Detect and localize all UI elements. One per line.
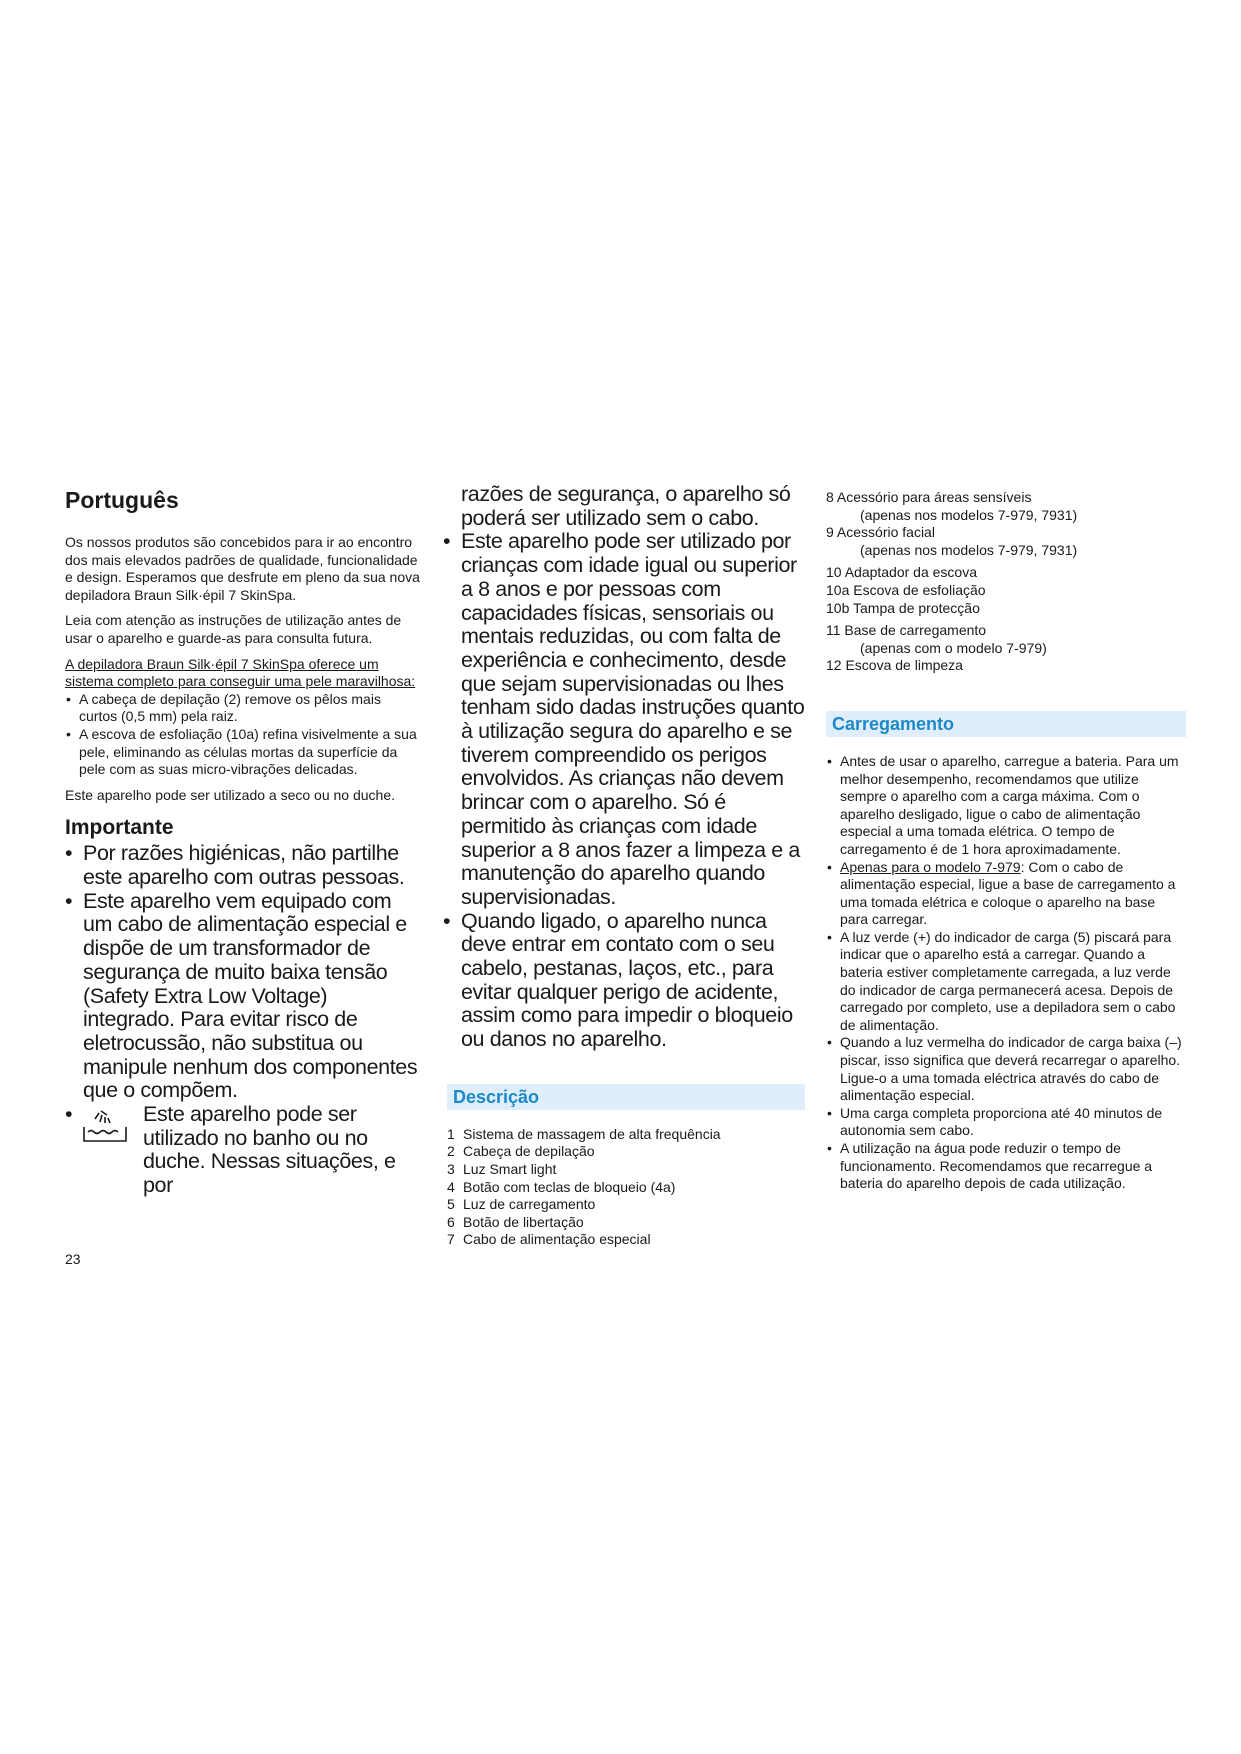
description-heading: Descrição <box>447 1084 805 1110</box>
bath-warning: • Este aparelho pode ser utilizado no banho ou no duche. Nessas situações, e por <box>65 1102 396 1198</box>
list-item: 10b Tampa de protecção <box>826 599 980 616</box>
list-item: 10 Adaptador da escova <box>826 564 978 581</box>
dry-wet-paragraph: Este aparelho pode ser utilizado a seco ou no duche. <box>65 786 396 803</box>
list-item: 1 Sistema de massagem de alta frequência <box>447 1125 721 1142</box>
list-item: 12 Escova de limpeza <box>826 657 963 674</box>
list-item-note: (apenas com o modelo 7-979) <box>860 639 1047 656</box>
list-item: 2 Cabeça de depilação <box>447 1143 595 1160</box>
list-item: 5 Luz de carregamento <box>447 1196 596 1213</box>
read-instructions-paragraph: Leia com atenção as instruções de utilização antes de usar o aparelho e guarde-as para consulta futura. <box>65 612 402 646</box>
page-number: 23 <box>65 1251 81 1267</box>
list-item: • Este aparelho pode ser utilizado por crianças com idade igual ou superior a 8 anos e por pessoas com capacidades físicas, sensoriais ou mentais reduzidas, ou com falta de experiência e conhecimento, desde que sejam supervisionadas ou lhes tenham sido dadas instruções quanto à utilização segura do aparelho e se tiverem compreendido os perigos envolvidos. As crianças não devem brincar com o aparelho. Só é permitido às crianças com idade superior a 8 anos fazer a limpeza e a manutenção do aparelho quando supervisionadas. <box>443 530 805 909</box>
offer-paragraph: A depiladora Braun Silk·épil 7 SkinSpa oferece um sistema completo para conseguir uma pele maravilhosa: <box>65 655 416 690</box>
list-item: 9 Acessório facial <box>826 524 935 541</box>
list-item: • Quando ligado, o aparelho nunca deve entrar em contato com o seu cabelo, pestanas, laços, etc., para evitar qualquer perigo de acidente, assim como para impedir o bloqueio ou danos no aparelho. <box>443 910 805 1052</box>
column-1 <box>65 486 420 1198</box>
list-item: 10a Escova de esfoliação <box>826 581 986 598</box>
important-list <box>65 842 420 1103</box>
list-item: • A cabeça de depilação (2) remove os pêlos mais curtos (0,5 mm) pela raiz. <box>65 691 420 726</box>
offer-list <box>65 691 420 779</box>
list-item: • Antes de usar o aparelho, carregue a bateria. Para um melhor desempenho, recomendamos que utilize sempre o aparelho com a carga máxima. Com o aparelho desligado, ligue o cabo de alimentação especial a uma tomada elétrica. O tempo de carregamento é de 1 hora aproximadamente. <box>826 753 1186 859</box>
list-item: 6 Botão de libertação <box>447 1213 584 1230</box>
bath-warning-text: Este aparelho pode ser utilizado no banho ou no duche. Nessas situações, e por <box>143 1102 396 1198</box>
list-item-note: (apenas nos modelos 7-979, 7931) <box>860 541 1078 558</box>
safety-list <box>443 530 805 1051</box>
charging-list <box>826 753 1186 1193</box>
list-item: • A escova de esfoliação (10a) refina visivelmente a sua pele, eliminando as células mortas da superfície da pele com as suas micro-vibrações delicadas. <box>65 726 420 779</box>
charging-heading: Carregamento <box>826 711 1186 737</box>
list-item: • Este aparelho vem equipado com um cabo de alimentação especial e dispõe de um transformador de segurança de muito baixa tensão (Safety Extra Low Voltage) integrado. Para evitar risco de eletrocussão, não substitua ou manipule nenhum dos componentes que o compõem. <box>65 890 420 1103</box>
list-item: 11 Base de carregamento <box>826 622 987 639</box>
list-item: • Por razões higiénicas, não partilhe este aparelho com outras pessoas. <box>65 842 420 889</box>
list-item: • Uma carga completa proporciona até 40 minutos de autonomia sem cabo. <box>826 1105 1186 1140</box>
important-heading: Importante <box>65 816 174 840</box>
list-item: 7 Cabo de alimentação especial <box>447 1231 651 1248</box>
section-title: Português <box>65 487 179 513</box>
list-item: 8 Acessório para áreas sensíveis <box>826 489 1032 505</box>
list-item: • Quando a luz vermelha do indicador de carga baixa (–) piscar, isso significa que deverá recarregar o aparelho. Ligue-o a uma tomada eléctrica através do cabo de alimentação especial. <box>826 1034 1186 1104</box>
list-item: • Apenas para o modelo 7-979: Com o cabo de alimentação especial, ligue a base de carregamento a uma tomada elétrica e coloque o aparelho na base para carregar. <box>826 859 1186 929</box>
parts-list-continued <box>826 489 1186 675</box>
list-item: • A luz verde (+) do indicador de carga (5) piscará para indicar que o aparelho está a carregar. Quando a bateria estiver completamente carregada, a luz verde do indicador de carga permanecerá acesa. Depois de carregado por completo, use a depiladora sem o cabo de alimentação. <box>826 929 1186 1035</box>
list-item: • A utilização na água pode reduzir o tempo de funcionamento. Recomendamos que recarregue a bateria do aparelho depois de cada utilização. <box>826 1140 1186 1193</box>
column-3 <box>826 489 1186 1201</box>
intro-paragraph: Os nossos produtos são concebidos para ir ao encontro dos mais elevados padrões de qualidade, funcionalidade e design. Esperamos que desfrute em pleno da sua nova depiladora Braun Silk·épil 7 SkinSpa. <box>65 534 420 603</box>
column-2 <box>447 483 805 1249</box>
list-item-note: (apenas nos modelos 7-979, 7931) <box>860 506 1078 523</box>
list-item: 3 Luz Smart light <box>447 1161 557 1178</box>
bath-shower-icon <box>81 1107 131 1147</box>
list-item: 4 Botão com teclas de bloqueio (4a) <box>447 1178 676 1195</box>
continued-text: razões de segurança, o aparelho só poderá ser utilizado sem o cabo. <box>461 482 791 530</box>
parts-list <box>447 1126 805 1249</box>
